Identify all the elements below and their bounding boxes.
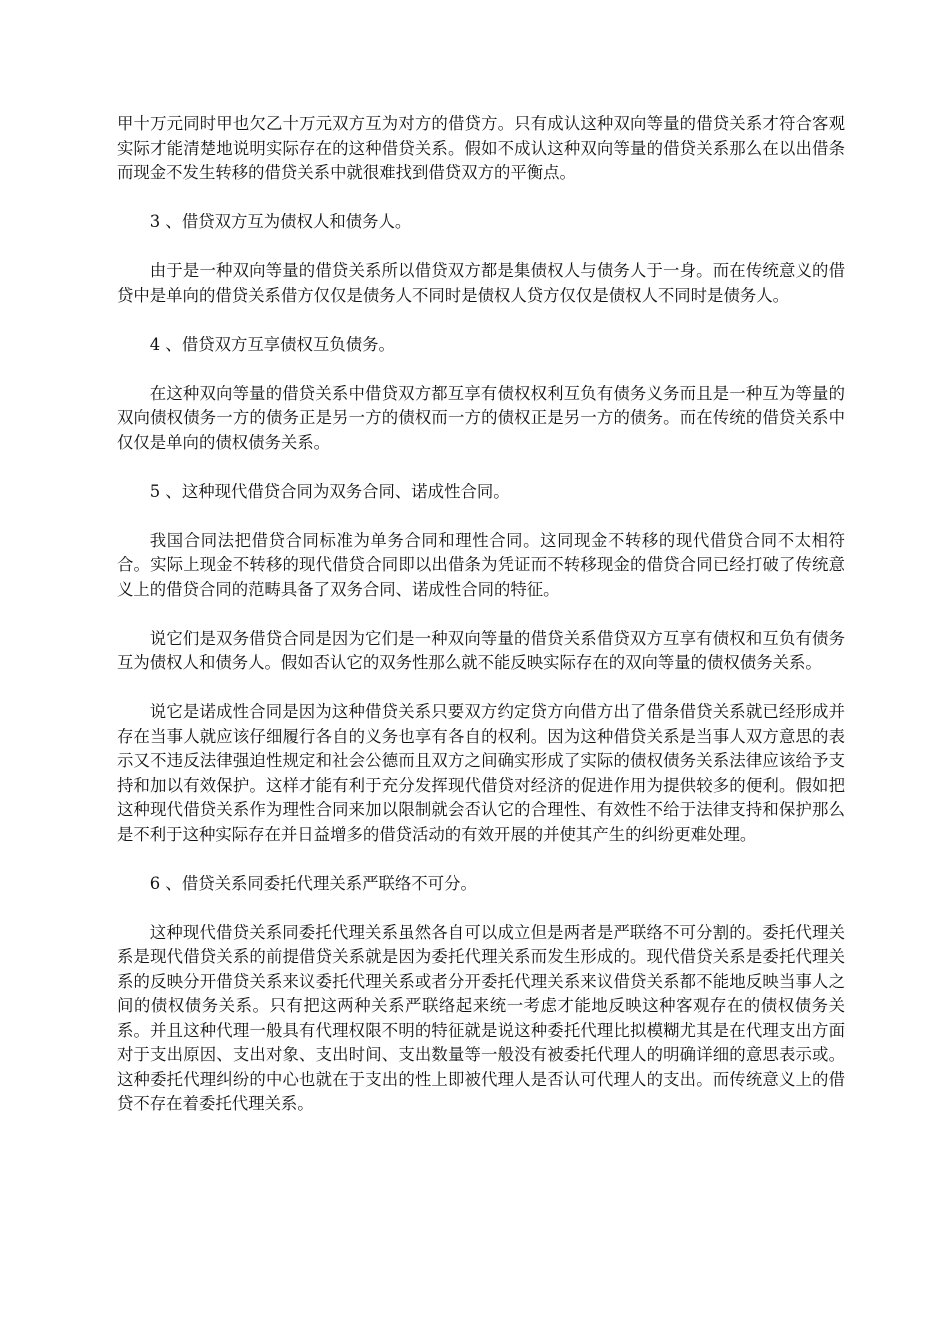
paragraph-7: 这种现代借贷关系同委托代理关系虽然各自可以成立但是两者是严联络不可分割的。委托代理关系是现代借贷关系的前提借贷关系就是因为委托代理关系而发生形成的。现代借贷关系是委托代理关系的反映分开借贷关系来议委托代理关系或者分开委托代理关系来议借贷关系都不能地反映当事人之间的债权债务关系。只有把这两种关系严联络起来统一考虑才能地反映这种客观存在的债权债务关系。并且这种代理一般具有代理权限不明的特征就是说这种委托代理比拟模糊尤其是在代理支出方面对于支出原因、支出对象、支出时间、支出数量等一般没有被委托代理人的明确详细的意思表示或。这种委托代理纠纷的中心也就在于支出的性上即被代理人是否认可代理人的支出。而传统意义上的借贷不存在着委托代理关系。 (117, 922, 845, 1113)
paragraph-3: 在这种双向等量的借贷关系中借贷双方都互享有债权权利互负有债务义务而且是一种互为等量的双向债权债务一方的债务正是另一方的债权而一方的债权正是另一方的债务。而在传统的借贷关系中仅仅是单向的债权债务关系。 (117, 383, 845, 452)
paragraph-5: 说它们是双务借贷合同是因为它们是一种双向等量的借贷关系借贷双方互享有债权和互负有债务互为债权人和债务人。假如否认它的双务性那么就不能反映实际存在的双向等量的债权债务关系。 (117, 628, 845, 672)
document-page (117, 112, 845, 1141)
section-heading-6: 6 、借贷关系同委托代理关系严联络不可分。 (149, 873, 477, 893)
paragraph-2: 由于是一种双向等量的借贷关系所以借贷双方都是集债权人与债务人于一身。而在传统意义的借贷中是单向的借贷关系借方仅仅是债务人不同时是债权人贷方仅仅是债权人不同时是债务人。 (117, 261, 845, 305)
section-heading-5: 5 、这种现代借贷合同为双务合同、诺成性合同。 (149, 481, 510, 501)
paragraph-6: 说它是诺成性合同是因为这种借贷关系只要双方约定贷方向借方出了借条借贷关系就已经形成并存在当事人就应该仔细履行各自的义务也享有各自的权利。因为这种借贷关系是当事人双方意思的表示又不违反法律强迫性规定和社会公德而且双方之间确实形成了实际的债权债务关系法律应该给予支持和加以有效保护。这样才能有利于充分发挥现代借贷对经济的促进作用为提供较多的便利。假如把这种现代借贷关系作为理性合同来加以限制就会否认它的合理性、有效性不给于法律支持和保护那么是不利于这种实际存在并日益增多的借贷活动的有效开展的并使其产生的纠纷更难处理。 (117, 702, 845, 844)
paragraph-1: 甲十万元同时甲也欠乙十万元双方互为对方的借贷方。只有成认这种双向等量的借贷关系才符合客观实际才能清楚地说明实际存在的这种借贷关系。假如不成认这种双向等量的借贷关系那么在以出借条而现金不发生转移的借贷关系中就很难找到借贷双方的平衡点。 (117, 114, 845, 182)
section-heading-3: 3 、借贷双方互为债权人和债务人。 (149, 212, 412, 231)
section-heading-4: 4 、借贷双方互享债权互负债务。 (149, 334, 395, 354)
paragraph-4: 我国合同法把借贷合同标准为单务合同和理性合同。这同现金不转移的现代借贷合同不太相符合。实际上现金不转移的现代借贷合同即以出借条为凭证而不转移现金的借贷合同已经打破了传统意义上的借贷合同的范畴具备了双务合同、诺成性合同的特征。 (117, 530, 845, 599)
